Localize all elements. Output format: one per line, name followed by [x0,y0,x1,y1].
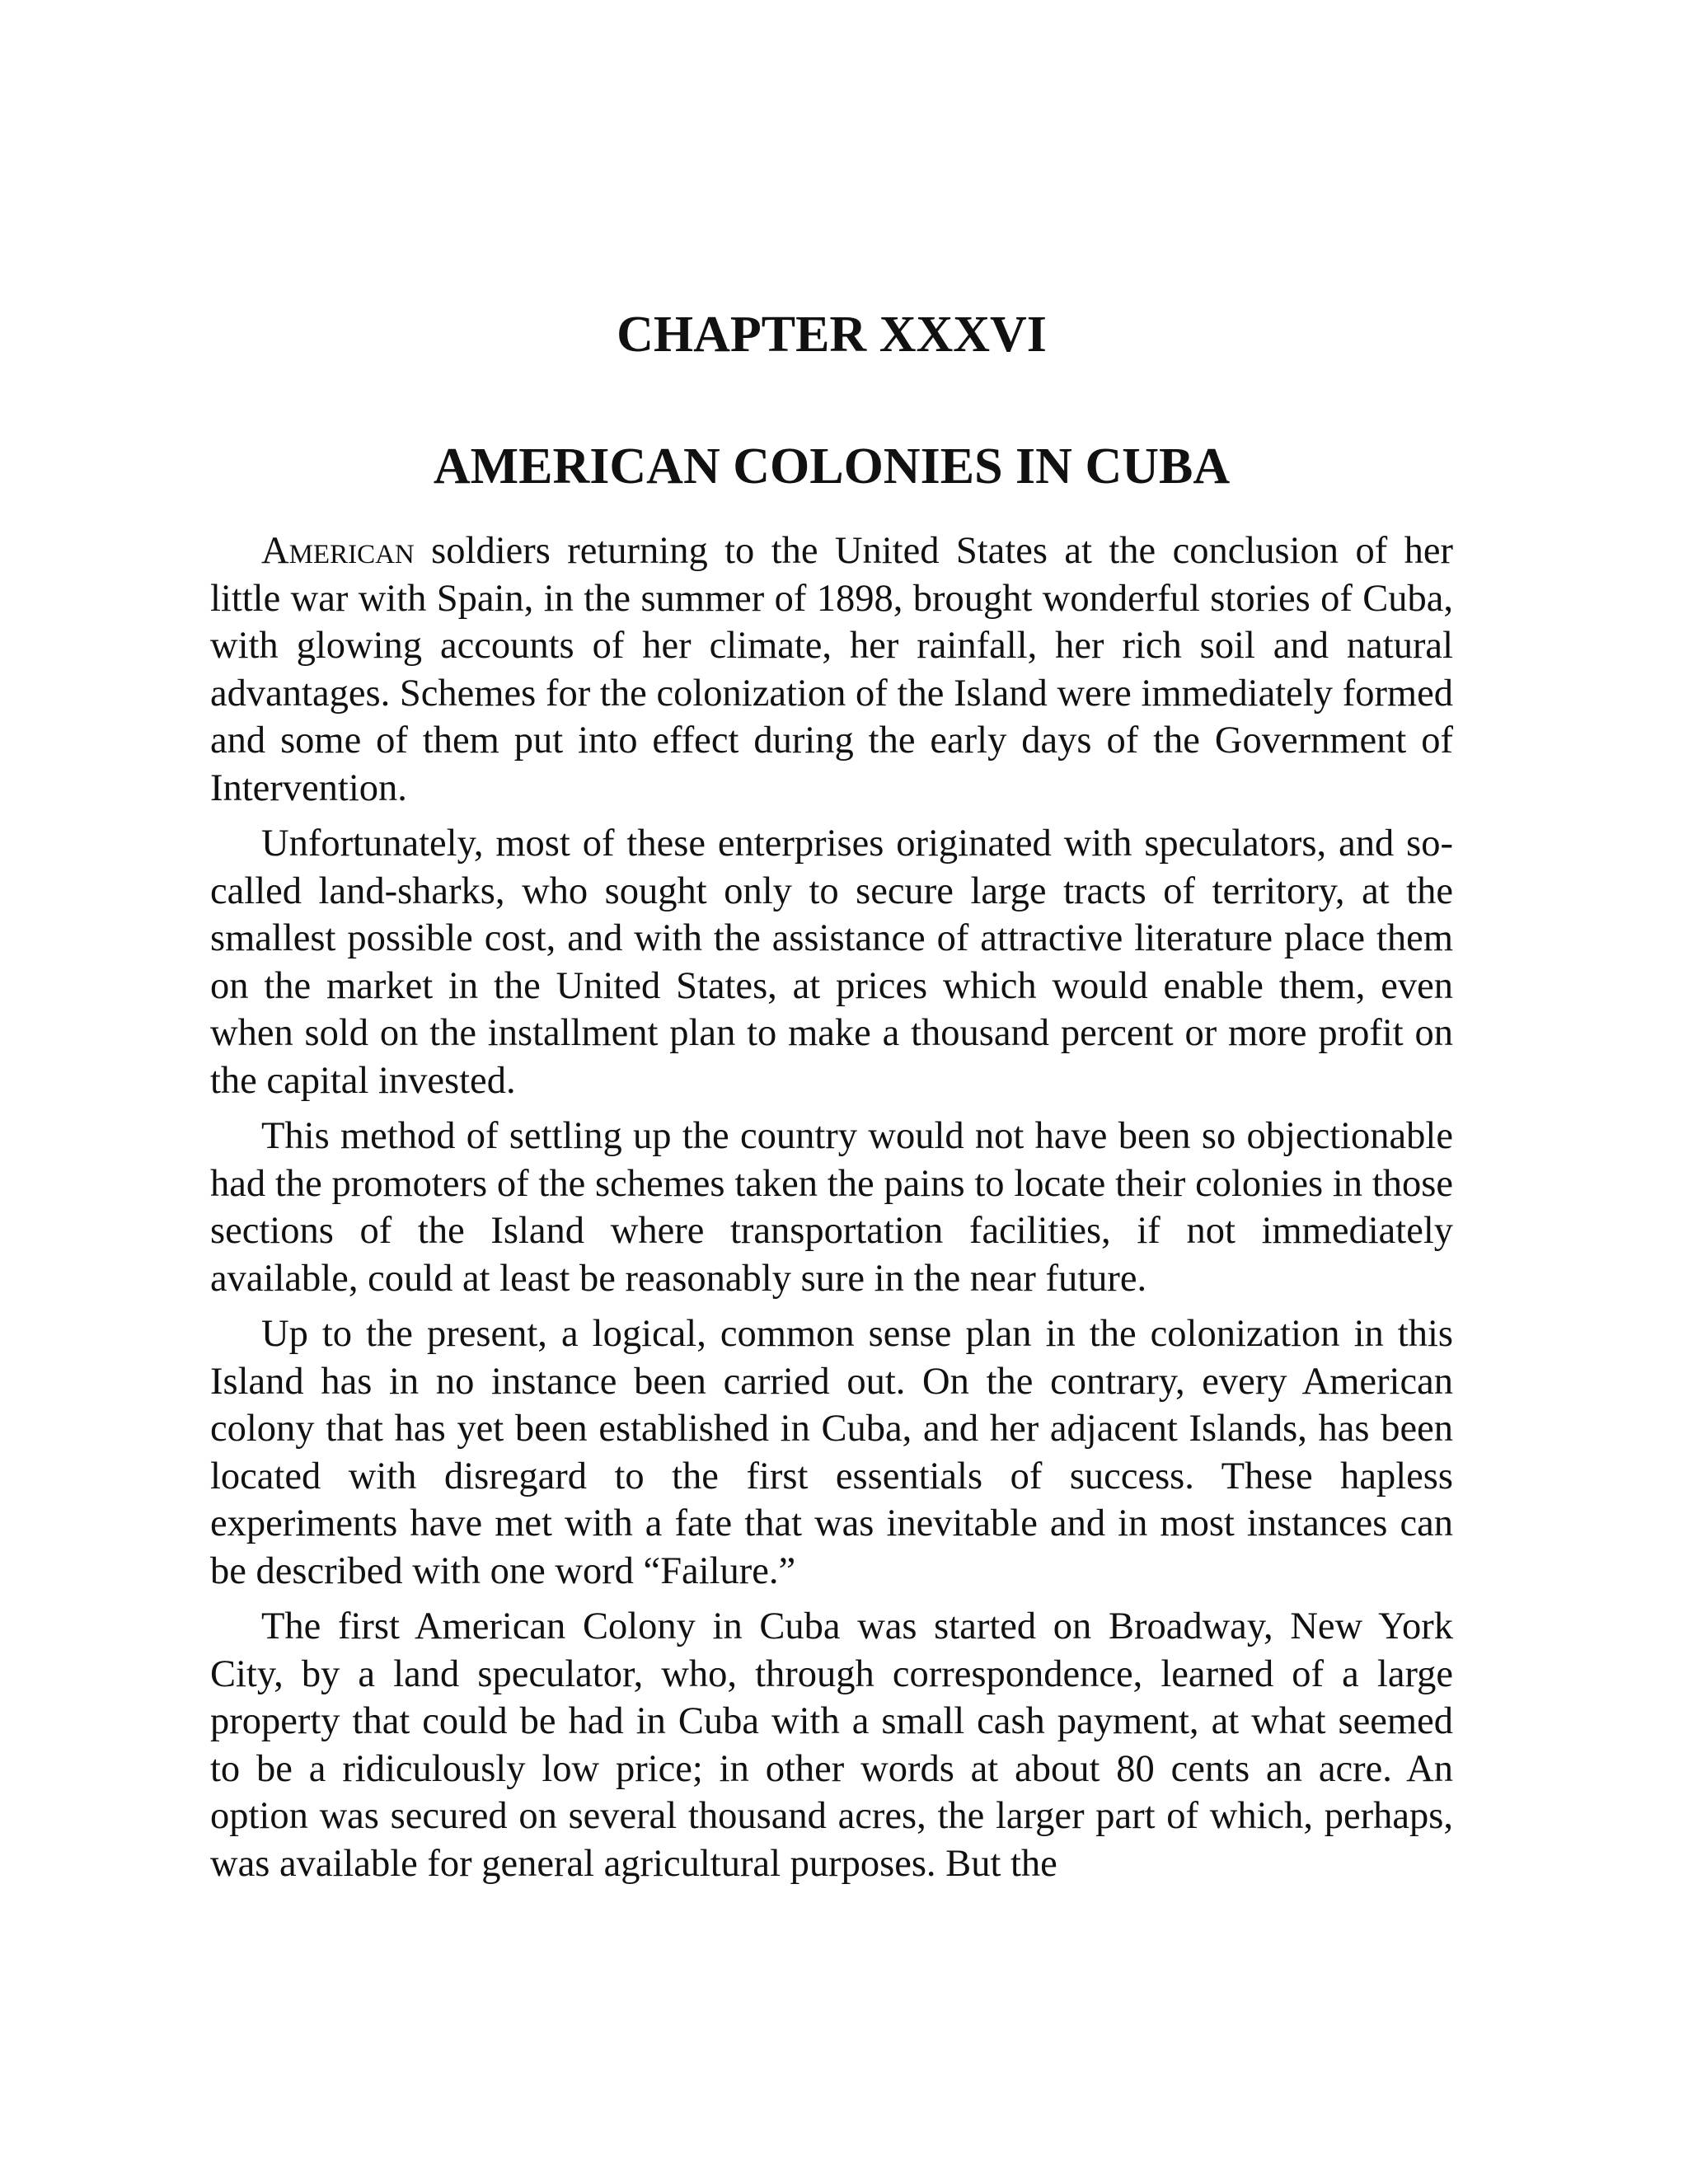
chapter-title: AMERICAN COLONIES IN CUBA [433,438,1231,494]
paragraph: The first American Colony in Cuba was started on Broadway, New York City, by a land speculator, who, through correspondence, learned of a large property that could be had in Cuba with a small cash payment, at what seemed to be a ridiculously low price; in other words at about 80 cents an acre. An option was secured on several thousand acres, the larger part of which, perhaps, was available for general agricultural purposes. But the [210,1605,1453,1885]
paragraph-lead-word: American [261,530,415,572]
paragraph-text: soldiers returning to the United States at the conclusion of her little war with Spain, in the summer of 1898, brought wonderful stories of Cuba, with glowing accounts of her climate, her rainfall, her rich soil and natural advantages. Schemes for the colonization of the Island were immediately formed and some of them put into effect during the early days of the Government of Intervention. [210,530,1453,809]
paragraph: Unfortunately, most of these enterprises originated with speculators, and so-called land-sharks, who sought only to secure large tracts of territory, at the smallest possible cost, and with the assistance of attractive literature place them on the market in the United States, at prices which would enable them, even when sold on the installment plan to make a thousand percent or more profit on the capital invested. [210,823,1453,1102]
chapter-number: CHAPTER XXXVI [617,307,1047,363]
book-page [210,305,1453,1896]
paragraph [210,527,1453,812]
paragraph: Up to the present, a logical, common sense plan in the colonization in this Island has in no instance been carried out. On the contrary, every American colony that has yet been established in Cuba, and her adjacent Islands, has been located with disregard to the first essentials of success. These hapless experiments have met with a fate that was inevitable and in most instances can be described with one word “Failure.” [210,1313,1453,1592]
paragraph: This method of settling up the country would not have been so objectionable had the promoters of the schemes taken the pains to locate their colonies in those sections of the Island where transportation facilities, if not immediately available, could at least be reasonably sure in the near future. [210,1115,1453,1300]
chapter-body [210,527,1453,1887]
